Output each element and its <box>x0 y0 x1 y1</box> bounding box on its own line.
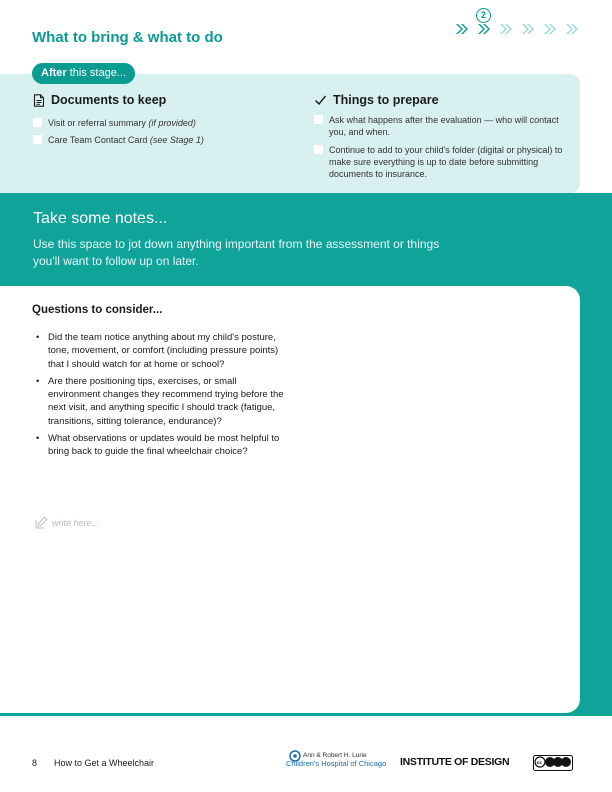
after-stage-pill <box>32 63 135 84</box>
institute-of-design-logo: INSTITUTE OF DESIGN <box>400 756 510 768</box>
prepare-heading <box>314 93 439 107</box>
question-item: • Are there positioning tips, exercises, or small environment changes they recommend trying before the next visit, and anything specific I should track (fatigue, transitions, sitting tolerance, endurance)? <box>34 375 284 428</box>
document-item-visit-summary[interactable] <box>33 117 273 129</box>
notes-subtitle: Use this space to jot down anything important from the assessment or things you'll want to follow up on later. <box>33 237 440 268</box>
creative-commons-license-icon <box>533 755 573 771</box>
lurie-line-2: Children's Hospital of Chicago <box>286 759 387 768</box>
stage-1-chevron-icon <box>455 22 469 36</box>
page-number: 8 <box>32 758 38 768</box>
document-item-label: Visit or referral summary (if provided) <box>48 118 196 128</box>
prepare-item-label: Ask what happens after the evaluation — who will contact you, and when. <box>329 115 559 137</box>
question-item: • Did the team notice anything about my child's posture, tone, movement, or comfort (including pressure points) that I should watch for at home or school? <box>34 331 284 371</box>
stage-4-chevron-icon <box>521 22 535 36</box>
write-here-field[interactable] <box>35 516 99 529</box>
document-title: How to Get a Wheelchair <box>54 758 155 768</box>
prepare-item-label: Continue to add to your child's folder (digital or physical) to make sure everything is up to date before submitting documents to insurance. <box>329 145 563 179</box>
stage-5-chevron-icon <box>543 22 557 36</box>
document-item-label: Care Team Contact Card (see Stage 1) <box>48 135 204 145</box>
write-here-placeholder: write here... <box>52 517 100 528</box>
notes-title: Take some notes... <box>33 210 168 227</box>
lurie-childrens-logo <box>286 752 386 768</box>
prepare-item-folder[interactable] <box>314 144 564 180</box>
checkbox[interactable] <box>314 145 323 154</box>
after-pill-text: this stage... <box>66 67 126 79</box>
stage-6-chevron-icon <box>565 22 579 36</box>
questions-list <box>34 331 284 463</box>
stage-progress-indicator <box>455 8 585 38</box>
page-title: What to bring & what to do <box>32 29 223 46</box>
prepare-heading-text: Things to prepare <box>333 93 439 107</box>
lurie-logo-icon <box>289 750 301 762</box>
questions-title: Questions to consider... <box>32 304 163 316</box>
checkmark-icon <box>314 94 327 106</box>
stage-3-chevron-icon <box>499 22 513 36</box>
stage-2-chevron-icon <box>477 22 491 36</box>
question-item: • What observations or updates would be most helpful to bring back to guide the final wheelchair choice? <box>34 432 284 459</box>
document-icon <box>33 94 45 107</box>
document-item-contact-card[interactable] <box>33 134 273 146</box>
lurie-line-1: Ann & Robert H. Lurie <box>303 752 367 759</box>
current-stage-number: 2 <box>476 8 491 23</box>
cc-text: cc <box>536 761 542 766</box>
checkbox[interactable] <box>33 135 42 144</box>
after-pill-bold: After <box>41 67 67 79</box>
documents-heading <box>33 93 166 107</box>
prepare-item-ask[interactable] <box>314 114 564 138</box>
documents-heading-text: Documents to keep <box>51 93 167 107</box>
checkbox[interactable] <box>33 118 42 127</box>
pencil-edit-icon <box>35 516 48 529</box>
checkbox[interactable] <box>314 115 323 124</box>
